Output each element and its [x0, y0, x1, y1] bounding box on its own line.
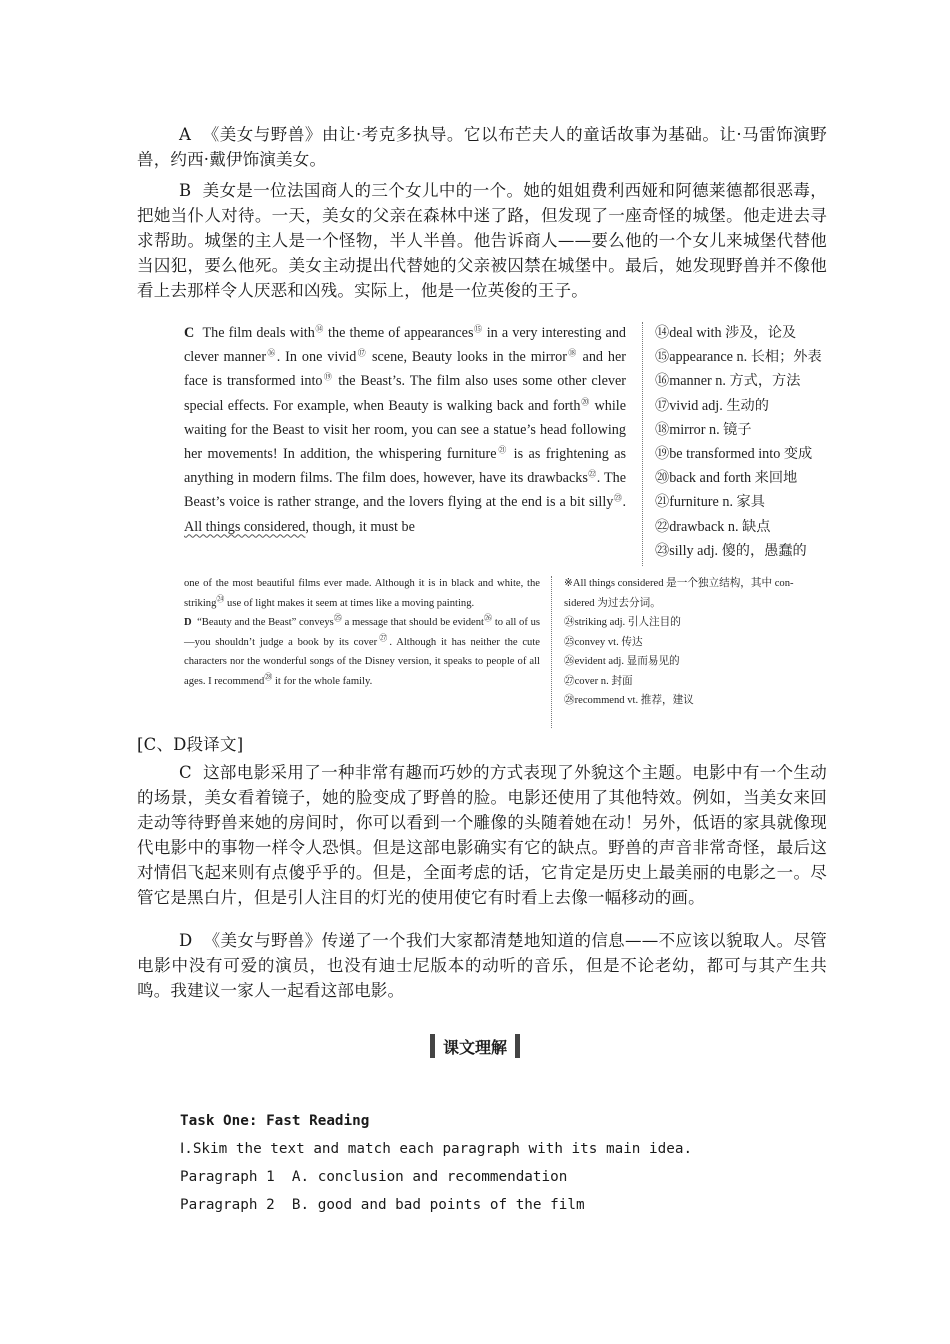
gloss-note: ※All things considered 是一个独立结构，其中 con- — [564, 578, 794, 589]
gloss-item: ⑲be transformed into 变成 — [655, 446, 813, 463]
c-seg-7: the Beast’s. The film also uses some other clever special effects. For example, when Beauty is walking back and forth — [184, 373, 627, 414]
task-row-1: Paragraph 1 A. conclusion and recommendation — [180, 1169, 568, 1185]
note-ref-21: ㉑ — [496, 445, 509, 455]
note-ref-14: ⑭ — [314, 324, 324, 334]
paragraph-c-zh-label: C — [179, 763, 192, 782]
paragraph-b-label: B — [179, 181, 192, 200]
gloss-item: ⑮appearance n. 长相；外表 — [655, 349, 822, 366]
paragraph-a-zh — [137, 122, 827, 172]
c-cont-1: one of the most beautiful films ever made. Although it is in black and white, the striking — [184, 578, 540, 609]
glossary-1 — [655, 321, 855, 563]
paragraph-c-zh — [137, 760, 827, 910]
note-ref-15: ⑮ — [473, 324, 483, 334]
gloss-note: sidered 为过去分词。 — [564, 597, 661, 609]
c-seg-4: . In one vivid — [276, 349, 357, 366]
c-seg-11: . — [622, 494, 626, 511]
paragraph-a-label: A — [179, 125, 192, 144]
paragraph-c-label: C — [184, 325, 195, 341]
paragraph-d-label: D — [184, 617, 192, 628]
c-seg-1: The film deals with — [202, 325, 315, 341]
note-ref-18: ⑱ — [566, 348, 578, 358]
paragraph-d-zh-label: D — [179, 931, 193, 950]
gloss-item: ⑳back and forth 来回地 — [655, 470, 798, 487]
column-divider-2 — [551, 576, 552, 728]
c-seg-13: , though, it must be — [305, 518, 415, 535]
gloss-item: ㉔striking adj. 引人注目的 — [564, 617, 681, 628]
glossary-2 — [564, 574, 854, 711]
all-things-considered-phrase: All things considered — [184, 518, 306, 535]
c-seg-9: is as frightening as anything in modern films. The film does, however, have its drawbacks — [184, 446, 627, 487]
d-seg-5: it for the whole family. — [274, 675, 373, 687]
note-ref-22: ㉒ — [587, 469, 597, 479]
heading-bar-right — [515, 1034, 520, 1058]
c-seg-10: . The Beast’s voice is rather strange, and the lovers flying at the end is a bit silly — [184, 470, 626, 511]
gloss-item: ㉘recommend vt. 推荐，建议 — [564, 695, 694, 706]
gloss-item: ⑰vivid adj. 生动的 — [655, 397, 769, 414]
note-ref-27: ㉗ — [377, 632, 390, 642]
d-seg-1: “Beauty and the Beast” conveys — [197, 617, 334, 628]
note-ref-25: ㉕ — [333, 613, 342, 623]
note-ref-17: ⑰ — [356, 348, 368, 358]
c-seg-6: and her face is transformed into — [184, 349, 627, 390]
paragraph-a-text: 《美女与野兽》由让·考克多执导。它以布芒夫人的童话故事为基础。让·马雷饰演野兽，约西·戴伊饰演美女。 — [137, 125, 828, 169]
paragraph-c-zh-text: 这部电影采用了一种非常有趣而巧妙的方式表现了外貌这个主题。电影中有一个生动的场景，美女看着镜子，她的脸变成了野兽的脸。电影还使用了其他特效。例如，当美女来回走动等待野兽来她的房间时，你可以看到一个雕像的头随着她在动！另外，低语的家具就像现代电影中的事物一样令人恐惧。但是这部电影确实有它的缺点。野兽的声音非常奇怪，最后这对情侣飞起来则有点傻乎乎的。但是，全面考虑的话，它肯定是历史上最美丽的电影之一。尽管它是黑白片，但是引人注目的灯光的使用使它有时看上去像一幅移动的画。 — [137, 763, 828, 907]
section-heading-text: 课文理解 — [442, 1037, 507, 1057]
task-title: Task One: Fast Reading — [180, 1113, 370, 1129]
note-ref-24: ㉔ — [216, 593, 225, 603]
section-heading — [0, 1034, 950, 1058]
gloss-item: ⑯manner n. 方式，方法 — [655, 373, 801, 390]
paragraph-b-text: 美女是一位法国商人的三个女儿中的一个。她的姐姐费利西娅和阿德莱德都很恶毒，把她当仆人对待。一天，美女的父亲在森林中迷了路，但发现了一座奇怪的城堡。他走进去寻求帮助。城堡的主人是一个怪物，半人半兽。他告诉商人——要么他的一个女儿来城堡代替他当囚犯，要么他死。美女主动提出代替她的父亲被囚禁在城堡中。最后，她发现野兽并不像他看上去那样令人厌恶和凶残。实际上，他是一位英俊的王子。 — [137, 181, 828, 300]
paragraph-d-zh — [137, 928, 827, 1003]
note-ref-28: ㉘ — [264, 671, 273, 681]
gloss-item: ㉕convey vt. 传达 — [564, 636, 643, 648]
gloss-item: ㉓silly adj. 傻的，愚蠢的 — [655, 542, 807, 559]
note-ref-19: ⑲ — [322, 372, 334, 382]
heading-bar-left — [430, 1034, 435, 1058]
c-seg-3: in a very interesting and clever manner — [184, 325, 627, 366]
d-seg-3: to all of us—you shouldn’t judge a book by its cover — [184, 617, 540, 648]
note-ref-16: ⑯ — [266, 348, 277, 358]
paragraph-d-zh-text: 《美女与野兽》传递了一个我们大家都清楚地知道的信息——不应该以貌取人。尽管电影中没有可爱的演员，也没有迪士尼版本的动听的音乐，但是不论老幼，都可与其产生共鸣。我建议一家人一起看这部电影。 — [137, 931, 827, 1000]
gloss-item: ⑭deal with 涉及，论及 — [655, 325, 797, 341]
column-divider-1 — [642, 322, 643, 566]
note-ref-20: ⑳ — [580, 396, 591, 406]
gloss-item: ㉗cover n. 封面 — [564, 675, 633, 687]
gloss-item: ⑱mirror n. 镜子 — [655, 421, 752, 438]
c-cont-2: use of light makes it seem at times like a moving painting. — [227, 597, 475, 609]
c-seg-5: scene, Beauty looks in the mirror — [371, 349, 567, 366]
translation-label: [C、D段译文] — [137, 735, 244, 754]
d-seg-2: a message that should be evident — [344, 617, 484, 628]
task-row-2: Paragraph 2 B. good and bad points of the film — [180, 1197, 585, 1213]
gloss-item: ㉖evident adj. 显而易见的 — [564, 656, 680, 667]
paragraph-cd-english-small — [184, 574, 540, 691]
d-seg-4: . Although it has neither the cute characters nor the wonderful songs of the Disney version, it speaks to people of all ages. I recommend — [184, 636, 540, 687]
c-seg-2: the theme of appearances — [328, 325, 474, 341]
gloss-item: ㉒drawback n. 缺点 — [655, 518, 771, 535]
note-ref-26: ㉖ — [484, 613, 493, 623]
paragraph-c-english — [184, 321, 626, 539]
paragraph-b-zh — [137, 178, 827, 303]
task-instruction: Ⅰ.Skim the text and match each paragraph with its main idea. — [180, 1141, 693, 1157]
gloss-item: ㉑furniture n. 家具 — [655, 494, 765, 511]
c-seg-8: while waiting for the Beast to visit her room, you can see a statue’s head following her movements! In addition, the whispering furniture — [184, 397, 627, 463]
note-ref-23: ㉓ — [613, 493, 623, 503]
